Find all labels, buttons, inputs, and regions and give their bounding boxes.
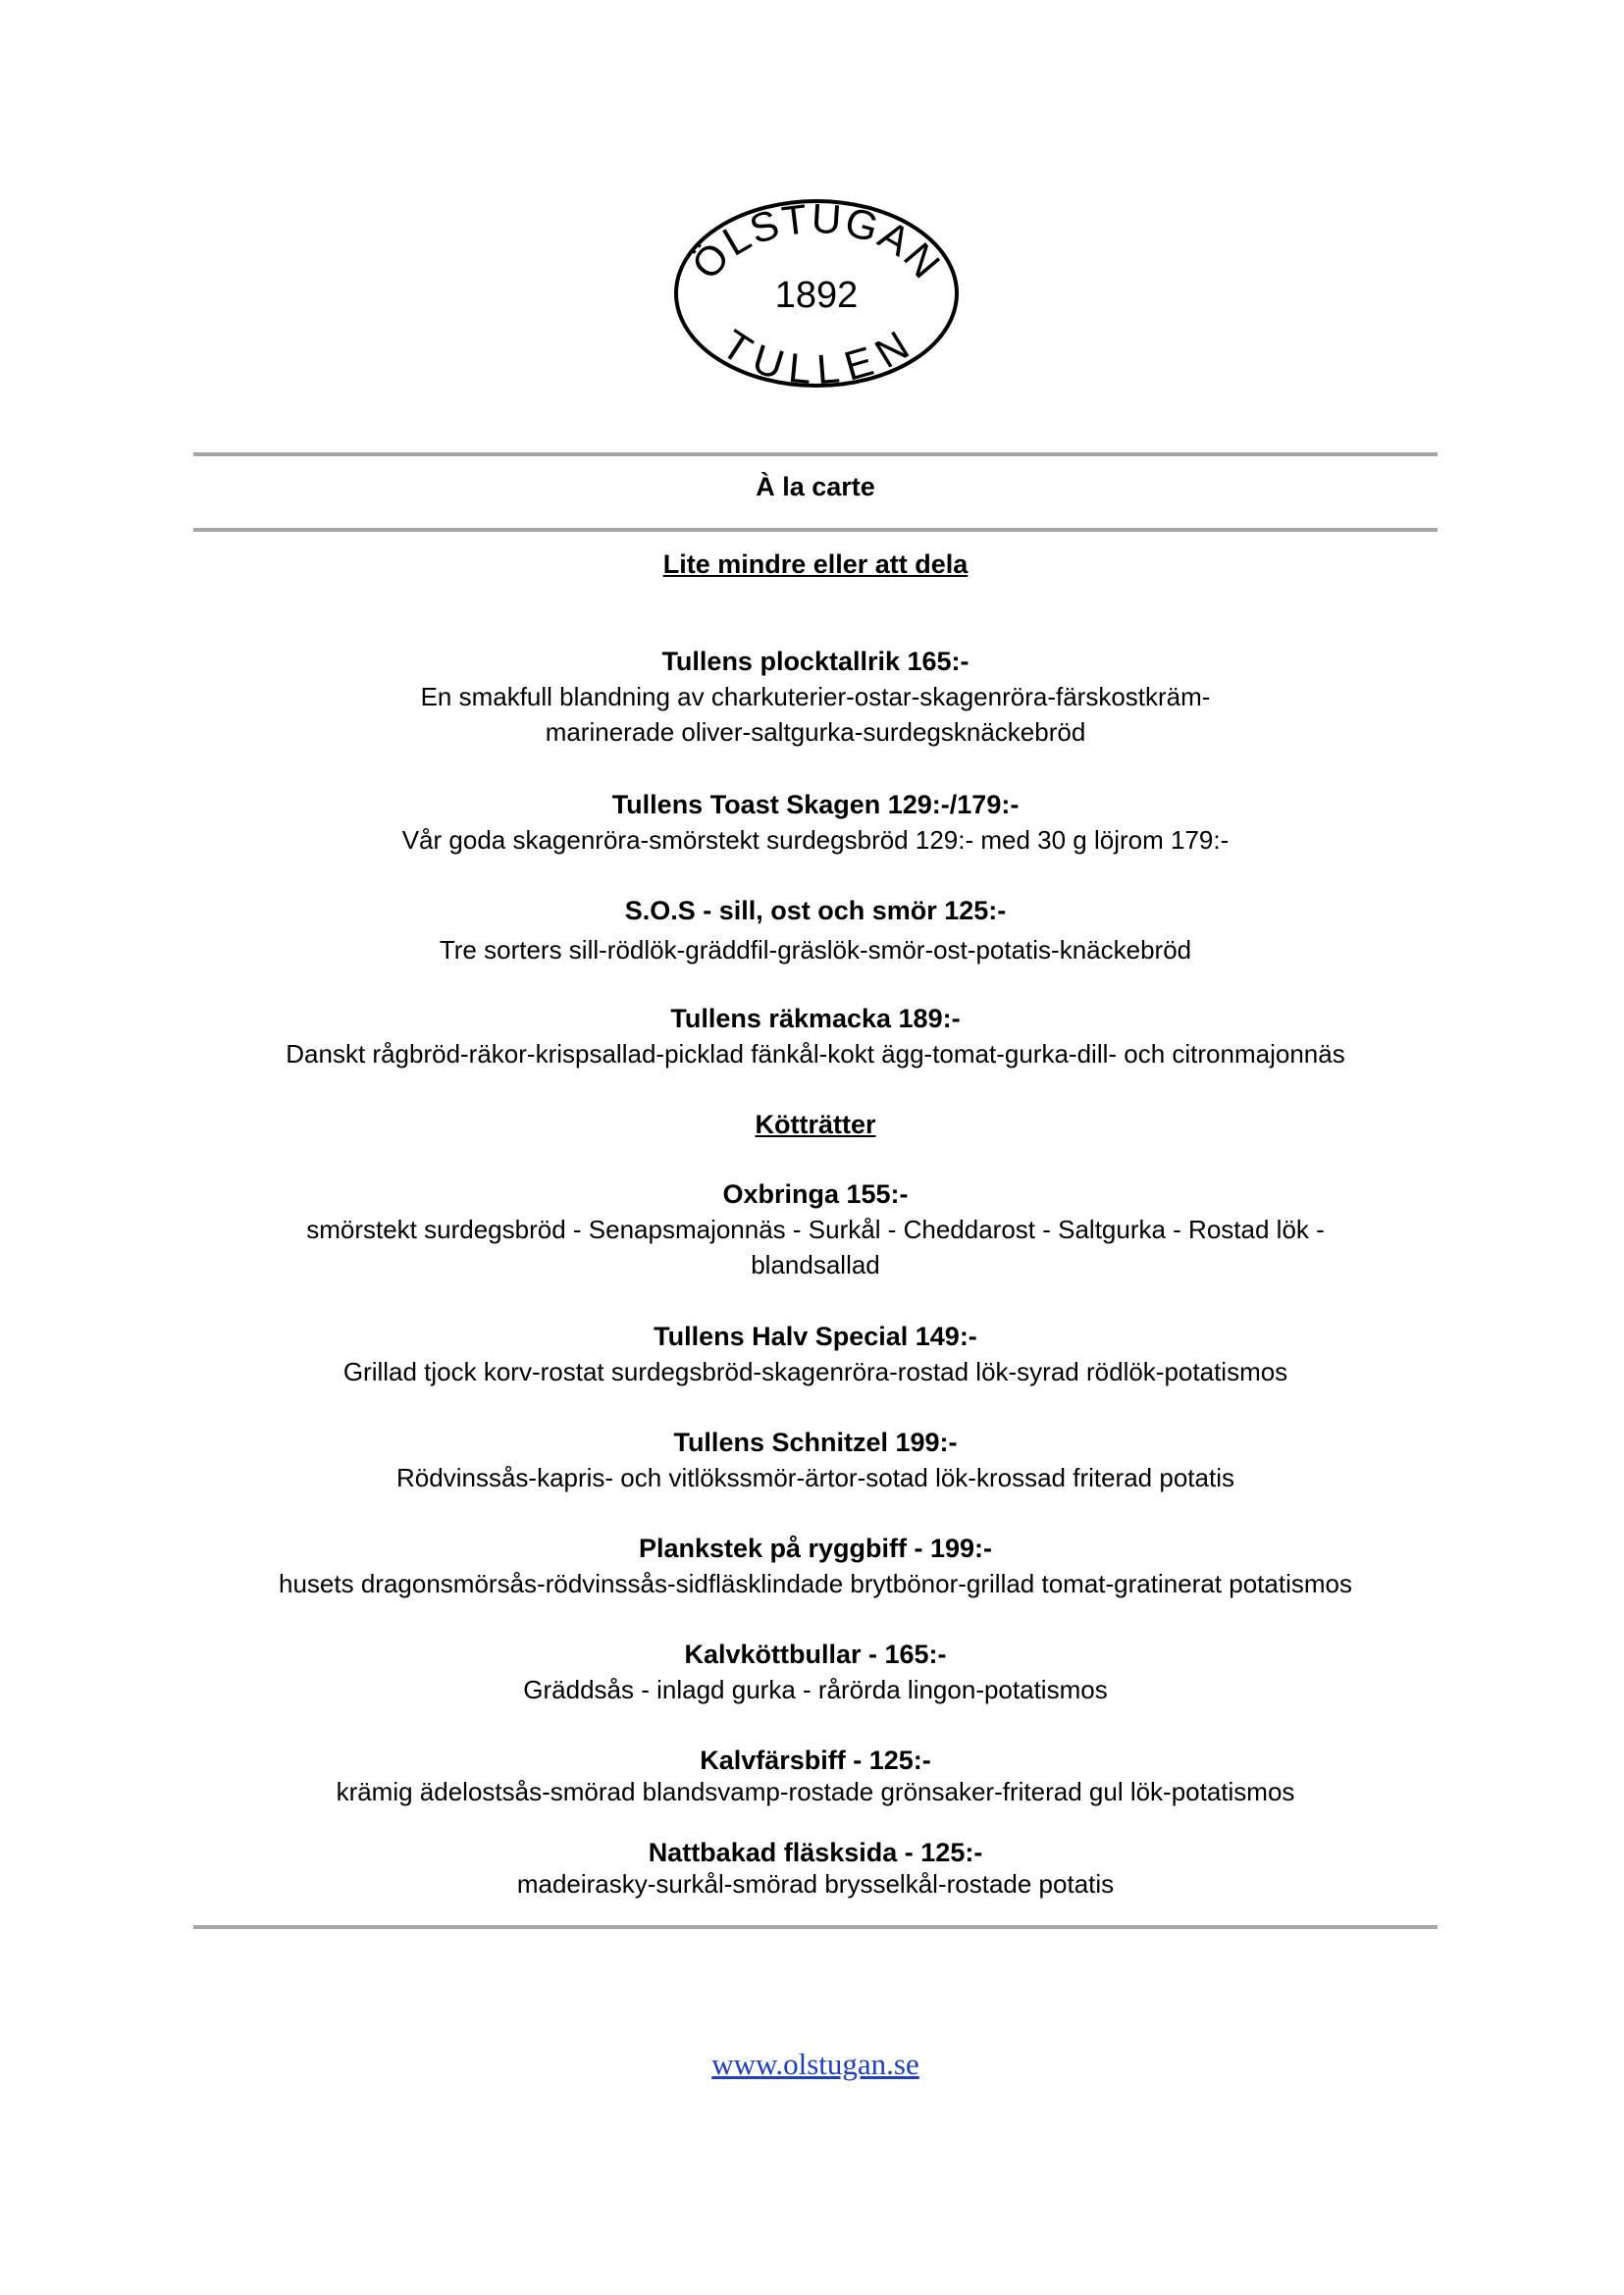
item-name: S.O.S - sill, ost och smör 125:-: [624, 896, 1007, 925]
section-heading-lite-mindre: Lite mindre eller att dela: [662, 549, 969, 579]
website-link[interactable]: www.olstugan.se: [711, 2047, 919, 2081]
top-divider: [193, 452, 1438, 456]
item-desc: krämig ädelostsås-smörad blandsvamp-rostade grönsaker-friterad gul lök-potatismos: [336, 1777, 1295, 1806]
item-name: Tullens plocktallrik 165:-: [661, 647, 969, 676]
item-name: Nattbakad fläsksida - 125:-: [648, 1838, 983, 1867]
logo-top-text: ÖLSTUGAN: [682, 197, 951, 288]
item-desc: smörstekt surdegsbröd - Senapsmajonnäs - Surkål - Cheddarost - Saltgurka - Rostad lök -: [306, 1215, 1325, 1244]
logo-year: 1892: [774, 275, 859, 316]
item-desc: madeirasky-surkål-smörad brysselkål-rostade potatis: [516, 1869, 1115, 1899]
item-desc: Gräddsås - inlagd gurka - rårörda lingon-potatismos: [523, 1675, 1108, 1704]
bottom-divider: [193, 1925, 1438, 1929]
title-divider: [193, 528, 1438, 532]
item-desc: Grillad tjock korv-rostat surdegsbröd-skagenröra-rostad lök-syrad rödlök-potatismos: [342, 1357, 1288, 1386]
item-name: Plankstek på ryggbiff - 199:-: [638, 1534, 993, 1563]
item-desc: marinerade oliver-saltgurka-surdegsknäckebröd: [545, 717, 1086, 747]
item-desc: Rödvinssås-kapris- och vitlökssmör-ärtor-sotad lök-krossad friterad potatis: [396, 1463, 1234, 1492]
item-desc: blandsallad: [751, 1250, 880, 1279]
item-desc: husets dragonsmörsås-rödvinssås-sidfläsklindade brytbönor-grillad tomat-gratinerat potatismos: [279, 1569, 1352, 1598]
item-desc: Vår goda skagenröra-smörstekt surdegsbröd 129:- med 30 g löjrom 179:-: [401, 825, 1230, 855]
item-name: Kalvfärsbiff - 125:-: [700, 1746, 931, 1775]
item-name: Tullens räkmacka 189:-: [670, 1004, 961, 1033]
menu-title: À la carte: [756, 472, 875, 501]
section-heading-kotttratter: Kötträtter: [755, 1110, 876, 1139]
item-name: Tullens Halv Special 149:-: [654, 1322, 977, 1351]
item-name: Tullens Schnitzel 199:-: [673, 1428, 958, 1457]
logo-bottom-text: TULLEN: [713, 320, 918, 390]
item-desc: En smakfull blandning av charkuterier-ostar-skagenröra-färskostkräm-: [420, 682, 1211, 711]
item-name: Oxbringa 155:-: [722, 1179, 909, 1209]
item-name: Tullens Toast Skagen 129:-/179:-: [611, 790, 1020, 819]
item-desc: Tre sorters sill-rödlök-gräddfil-gräslök-smör-ost-potatis-knäckebröd: [439, 935, 1192, 965]
olstugan-tullen-logo: [673, 197, 960, 390]
item-name: Kalvköttbullar - 165:-: [684, 1640, 947, 1669]
item-desc: Danskt rågbröd-räkor-krispsallad-picklad fänkål-kokt ägg-tomat-gurka-dill- och citronmajonnäs: [286, 1039, 1345, 1069]
